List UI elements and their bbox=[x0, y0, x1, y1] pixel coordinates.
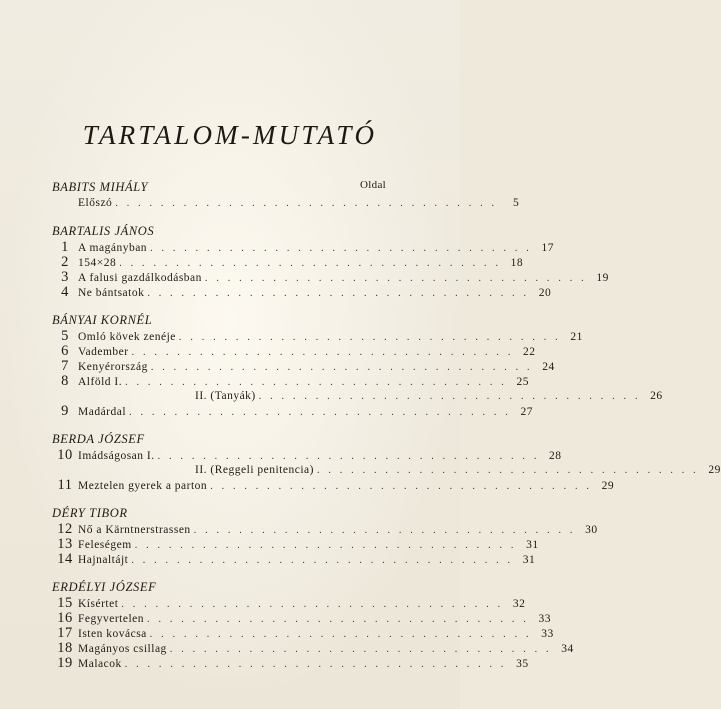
leader-dots: . . . . . . . . . . . . . . . . . . . . . . . . . . . . . . . . . . bbox=[131, 347, 514, 358]
page-column-header: Oldal bbox=[360, 179, 386, 191]
page-title: TARTALOM-MUTATÓ bbox=[82, 120, 378, 150]
toc-entry bbox=[52, 343, 536, 359]
entry-title: Nő a Kärntnerstrassen bbox=[78, 524, 191, 536]
leader-dots: . . . . . . . . . . . . . . . . . . . . . . . . . . . . . . . . . . bbox=[119, 258, 502, 269]
entry-number: 1 bbox=[61, 239, 69, 255]
entry-number: 2 bbox=[61, 254, 69, 270]
entry-page: 5 bbox=[512, 197, 520, 209]
toc-entry bbox=[52, 254, 524, 270]
leader-dots: . . . . . . . . . . . . . . . . . . . . . . . . . . . . . . . . . . bbox=[150, 243, 532, 254]
leader-dots: . . . . . . . . . . . . . . . . . . . . . . . . . . . . . . . . . . bbox=[121, 599, 504, 610]
entry-page: 32 bbox=[512, 598, 526, 610]
entry-title: Madárdal bbox=[78, 406, 127, 418]
toc-section bbox=[52, 504, 598, 567]
author-name: ERDÉLYI JÓZSEF bbox=[52, 580, 157, 594]
toc-entry bbox=[52, 196, 520, 211]
toc-entry bbox=[52, 477, 615, 493]
entry-page: 29 bbox=[601, 480, 615, 492]
entry-number: 12 bbox=[57, 521, 73, 537]
entry-page: 22 bbox=[523, 346, 536, 358]
entry-page: 26 bbox=[650, 390, 663, 402]
toc-section bbox=[52, 578, 574, 671]
section-header bbox=[52, 222, 386, 240]
entry-page: 31 bbox=[526, 539, 539, 551]
entry-title: Feleségem bbox=[78, 539, 132, 551]
section-header bbox=[52, 311, 386, 329]
leader-dots: . . . . . . . . . . . . . . . . . . . . . . . . . . . . . . . . . . bbox=[178, 332, 561, 343]
entry-number: 14 bbox=[57, 551, 73, 567]
leader-dots: . . . . . . . . . . . . . . . . . . . . . . . . . . . . . . . . . . bbox=[316, 465, 699, 476]
toc-entry bbox=[52, 595, 526, 611]
bleed-through-page-number bbox=[330, 25, 385, 43]
section-header bbox=[52, 178, 386, 196]
author-name: BABITS MIHÁLY bbox=[52, 180, 149, 194]
leader-dots: . . . . . . . . . . . . . . . . . . . . . . . . . . . . . . . . . . bbox=[193, 525, 576, 536]
toc-entry bbox=[52, 284, 552, 300]
entry-number: 15 bbox=[57, 595, 73, 611]
entry-title: Fegyvertelen bbox=[78, 613, 145, 625]
toc-section bbox=[52, 222, 609, 300]
toc-entry bbox=[52, 521, 598, 537]
toc-subentry bbox=[52, 463, 721, 478]
entry-page: 33 bbox=[538, 613, 551, 625]
toc-entry bbox=[52, 239, 554, 255]
leader-dots: . . . . . . . . . . . . . . . . . . . . . . . . . . . . . . . . . . bbox=[147, 288, 530, 299]
entry-title: A falusi gazdálkodásban bbox=[78, 272, 202, 284]
author-name: DÉRY TIBOR bbox=[52, 506, 128, 520]
leader-dots: . . . . . . . . . . . . . . . . . . . . . . . . . . . . . . . . . . bbox=[204, 273, 587, 284]
entry-number: 11 bbox=[57, 477, 73, 493]
entry-title: Alföld I. bbox=[78, 376, 123, 388]
entry-number: 9 bbox=[61, 403, 69, 419]
toc-entry bbox=[52, 328, 583, 344]
entry-number: 8 bbox=[61, 373, 69, 389]
author-name: BERDA JÓZSEF bbox=[52, 432, 145, 446]
entry-title: Ne bántsatok bbox=[78, 287, 145, 299]
leader-dots: . . . . . . . . . . . . . . . . . . . . . . . . . . . . . . . . . . bbox=[150, 362, 533, 373]
entry-page: 19 bbox=[596, 272, 609, 284]
leader-dots: . . . . . . . . . . . . . . . . . . . . . . . . . . . . . . . . . . bbox=[129, 407, 511, 418]
entry-number: 17 bbox=[57, 625, 73, 641]
leader-dots: . . . . . . . . . . . . . . . . . . . . . . . . . . . . . . . . . . bbox=[115, 198, 498, 209]
leader-dots: . . . . . . . . . . . . . . . . . . . . . . . . . . . . . . . . . . bbox=[124, 659, 507, 670]
toc-entry bbox=[52, 655, 529, 671]
entry-title: Vadember bbox=[78, 346, 129, 358]
toc-entry bbox=[52, 551, 536, 567]
leader-dots: . . . . . . . . . . . . . . . . . . . . . . . . . . . . . . . . . . bbox=[157, 451, 540, 462]
leader-dots: . . . . . . . . . . . . . . . . . . . . . . . . . . . . . . . . . . bbox=[258, 391, 641, 402]
entry-title: II. (Tanyák) bbox=[195, 390, 256, 402]
entry-number: 5 bbox=[61, 328, 69, 344]
entry-page: 29 bbox=[708, 464, 721, 476]
entry-page: 25 bbox=[516, 376, 530, 388]
entry-page: 33 bbox=[541, 628, 554, 640]
toc-entry bbox=[52, 640, 574, 656]
author-name: BÁNYAI KORNÉL bbox=[52, 313, 153, 327]
entry-title: Magányos csillag bbox=[78, 643, 167, 655]
entry-page: 31 bbox=[522, 554, 536, 566]
entry-title: Omló kövek zenéje bbox=[78, 331, 176, 343]
entry-title: Hajnaltájt bbox=[78, 554, 129, 566]
entry-title: Kísértet bbox=[78, 598, 119, 610]
toc-section bbox=[52, 311, 663, 419]
entry-page: 35 bbox=[516, 658, 529, 670]
entry-title: Malacok bbox=[78, 658, 122, 670]
entry-title: II. (Reggeli penitencia) bbox=[195, 464, 314, 476]
entry-page: 27 bbox=[520, 406, 533, 418]
entry-number: 10 bbox=[57, 447, 73, 463]
toc-entry bbox=[52, 403, 533, 419]
section-header bbox=[52, 504, 386, 522]
toc-entry bbox=[52, 536, 539, 552]
entry-title: Előszó bbox=[78, 197, 113, 209]
leader-dots: . . . . . . . . . . . . . . . . . . . . . . . . . . . . . . . . . . bbox=[134, 540, 517, 551]
toc-entry bbox=[52, 269, 609, 285]
entry-page: 30 bbox=[585, 524, 598, 536]
entry-page: 17 bbox=[541, 242, 554, 254]
toc-entry bbox=[52, 358, 555, 374]
section-header bbox=[52, 430, 386, 448]
entry-title: A magányban bbox=[78, 242, 148, 254]
entry-number: 13 bbox=[57, 536, 73, 552]
entry-title: 154×28 bbox=[78, 257, 117, 269]
entry-title: Meztelen gyerek a parton bbox=[78, 480, 208, 492]
toc-section bbox=[52, 430, 721, 493]
entry-title: Kenyérország bbox=[78, 361, 148, 373]
leader-dots: . . . . . . . . . . . . . . . . . . . . . . . . . . . . . . . . . . bbox=[169, 644, 552, 655]
leader-dots: . . . . . . . . . . . . . . . . . . . . . . . . . . . . . . . . . . bbox=[125, 377, 508, 388]
leader-dots: . . . . . . . . . . . . . . . . . . . . . . . . . . . . . . . . . . bbox=[210, 481, 593, 492]
entry-page: 20 bbox=[538, 287, 552, 299]
toc-subentry bbox=[52, 389, 663, 404]
entry-number: 16 bbox=[57, 610, 73, 626]
entry-number: 6 bbox=[61, 343, 69, 359]
leader-dots: . . . . . . . . . . . . . . . . . . . . . . . . . . . . . . . . . . bbox=[131, 555, 514, 566]
table-of-contents bbox=[52, 178, 721, 671]
leader-dots: . . . . . . . . . . . . . . . . . . . . . . . . . . . . . . . . . . bbox=[149, 629, 532, 640]
entry-page: 34 bbox=[561, 643, 574, 655]
entry-page: 28 bbox=[549, 450, 562, 462]
toc-entry bbox=[52, 447, 562, 463]
author-name: BARTALIS JÁNOS bbox=[52, 224, 155, 238]
toc-entry bbox=[52, 373, 530, 389]
entry-title: Isten kovácsa bbox=[78, 628, 147, 640]
entry-number: 7 bbox=[61, 358, 69, 374]
entry-number: 18 bbox=[57, 640, 73, 656]
entry-page: 21 bbox=[570, 331, 583, 343]
leader-dots: . . . . . . . . . . . . . . . . . . . . . . . . . . . . . . . . . . bbox=[147, 614, 529, 625]
toc-entry bbox=[52, 625, 554, 641]
entry-number: 3 bbox=[61, 269, 69, 285]
toc-section bbox=[52, 178, 520, 211]
section-header bbox=[52, 578, 386, 596]
entry-number: 4 bbox=[61, 284, 69, 300]
toc-entry bbox=[52, 610, 551, 626]
entry-page: 18 bbox=[510, 257, 524, 269]
entry-page: 24 bbox=[542, 361, 555, 373]
entry-title: Imádságosan I. bbox=[78, 450, 155, 462]
entry-number: 19 bbox=[57, 655, 73, 671]
